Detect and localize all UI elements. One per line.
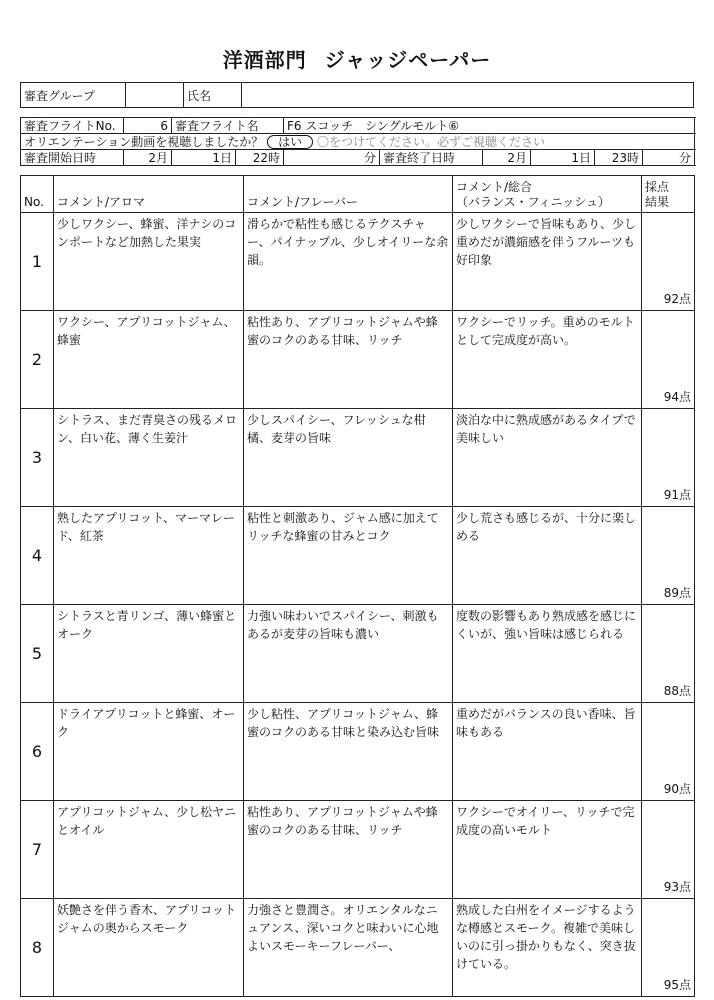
aroma-comment[interactable]: ドライアプリコットと蜂蜜、オーク (54, 703, 244, 801)
group-info-table (20, 82, 694, 108)
score[interactable]: 90点 (642, 703, 695, 801)
title-paper: ジャッジペーパー (324, 48, 492, 72)
score[interactable]: 95点 (642, 899, 695, 997)
flavor-comment[interactable]: 力強い味わいでスパイシー、刺激もあるが麦芽の旨味も濃い (244, 605, 453, 703)
header-aroma: コメント/アロマ (54, 176, 244, 213)
aroma-comment[interactable]: アプリコットジャム、少し松ヤニとオイル (54, 801, 244, 899)
flavor-comment[interactable]: 粘性あり、アプリコットジャムや蜂蜜のコクのある甘味、リッチ (244, 801, 453, 899)
title-department: 洋酒部門 (222, 48, 307, 72)
aroma-comment[interactable]: 熟したアプリコット、マーマレード、紅茶 (54, 507, 244, 605)
header-score-line2: 結果 (645, 195, 670, 209)
aroma-comment[interactable]: シトラス、まだ青臭さの残るメロン、白い花、薄く生姜汁 (54, 409, 244, 507)
header-score (642, 176, 695, 213)
start-day[interactable]: 1日 (172, 150, 236, 166)
flavor-comment[interactable]: 少しスパイシー、フレッシュな柑橘、麦芽の旨味 (244, 409, 453, 507)
score[interactable]: 89点 (642, 507, 695, 605)
row-no: 1 (21, 213, 54, 311)
page-title (0, 44, 714, 73)
orientation-answer-circled[interactable]: はい (267, 135, 313, 149)
overall-comment[interactable]: 少し荒さも感じるが、十分に楽しめる (453, 507, 642, 605)
start-minute[interactable]: 分 (284, 150, 380, 166)
header-flavor: コメント/フレーバー (244, 176, 453, 213)
table-row (21, 605, 695, 703)
group-label: 審査グループ (21, 83, 126, 108)
table-row (21, 409, 695, 507)
judging-table (20, 175, 695, 997)
orientation-note: 〇をつけてください。必ずご視聴ください (316, 134, 545, 149)
flavor-comment[interactable]: 少し粘性、アプリコットジャム、蜂蜜のコクのある甘味と染み込む旨味 (244, 703, 453, 801)
end-hour[interactable]: 23時 (595, 150, 643, 166)
start-hour[interactable]: 22時 (236, 150, 284, 166)
header-overall-line2: （バランス・フィニッシュ） (456, 195, 610, 209)
score[interactable]: 91点 (642, 409, 695, 507)
flavor-comment[interactable]: 滑らかで粘性も感じるテクスチャー、パイナップル、少しオイリーな余韻。 (244, 213, 453, 311)
overall-comment[interactable]: ワクシーでリッチ。重めのモルトとして完成度が高い。 (453, 311, 642, 409)
score[interactable]: 92点 (642, 213, 695, 311)
flight-no-value[interactable]: 6 (124, 118, 172, 134)
row-no: 2 (21, 311, 54, 409)
row-no: 8 (21, 899, 54, 997)
end-day[interactable]: 1日 (531, 150, 595, 166)
score[interactable]: 88点 (642, 605, 695, 703)
start-month[interactable]: 2月 (124, 150, 172, 166)
aroma-comment[interactable]: ワクシー、アプリコットジャム、蜂蜜 (54, 311, 244, 409)
flavor-comment[interactable]: 力強さと豊潤さ。オリエンタルなニュアンス、深いコクと味わいに心地よいスモーキーフレーバー、 (244, 899, 453, 997)
score[interactable]: 93点 (642, 801, 695, 899)
end-month[interactable]: 2月 (483, 150, 531, 166)
overall-comment[interactable]: ワクシーでオイリー、リッチで完成度の高いモルト (453, 801, 642, 899)
table-row (21, 801, 695, 899)
table-row (21, 899, 695, 997)
flight-info-table (20, 117, 695, 166)
row-no: 5 (21, 605, 54, 703)
flight-name-label: 審査フライト名 (172, 118, 284, 134)
overall-comment[interactable]: 熟成した白州をイメージするような樽感とスモーク。複雑で美味しいのに引っ掛かりもなく、突き抜けている。 (453, 899, 642, 997)
overall-comment[interactable]: 重めだがバランスの良い香味、旨味もある (453, 703, 642, 801)
row-no: 3 (21, 409, 54, 507)
header-no: No. (21, 176, 54, 213)
group-field[interactable] (126, 83, 184, 108)
flavor-comment[interactable]: 粘性と刺激あり、ジャム感に加えてリッチな蜂蜜の甘みとコク (244, 507, 453, 605)
orientation-question: オリエンテーション動画を視聴しましたか？ (24, 134, 264, 149)
score[interactable]: 94点 (642, 311, 695, 409)
end-label: 審査終了日時 (380, 150, 483, 166)
row-no: 7 (21, 801, 54, 899)
overall-comment[interactable]: 淡泊な中に熟成感があるタイプで美味しい (453, 409, 642, 507)
row-no: 6 (21, 703, 54, 801)
aroma-comment[interactable]: 妖艶さを伴う香木、アプリコットジャムの奥からスモーク (54, 899, 244, 997)
name-label: 氏名 (184, 83, 242, 108)
overall-comment[interactable]: 度数の影響もあり熟成感を感じにくいが、強い旨味は感じられる (453, 605, 642, 703)
flavor-comment[interactable]: 粘性あり、アプリコットジャムや蜂蜜のコクのある甘味、リッチ (244, 311, 453, 409)
flight-name-value[interactable]: F6 スコッチ シングルモルト⑥ (284, 118, 695, 134)
row-no: 4 (21, 507, 54, 605)
name-field[interactable] (242, 83, 694, 108)
start-label: 審査開始日時 (21, 150, 124, 166)
end-minute[interactable]: 分 (643, 150, 695, 166)
header-overall (453, 176, 642, 213)
table-row (21, 507, 695, 605)
table-row (21, 213, 695, 311)
aroma-comment[interactable]: 少しワクシー、蜂蜜、洋ナシのコンポートなど加熱した果実 (54, 213, 244, 311)
overall-comment[interactable]: 少しワクシーで旨味もあり、少し重めだが濃縮感を伴うフルーツも好印象 (453, 213, 642, 311)
table-row (21, 311, 695, 409)
header-score-line1: 採点 (645, 180, 670, 194)
table-row (21, 703, 695, 801)
flight-no-label: 審査フライトNo. (21, 118, 124, 134)
aroma-comment[interactable]: シトラスと青リンゴ、薄い蜂蜜とオーク (54, 605, 244, 703)
header-overall-line1: コメント/総合 (456, 180, 533, 194)
